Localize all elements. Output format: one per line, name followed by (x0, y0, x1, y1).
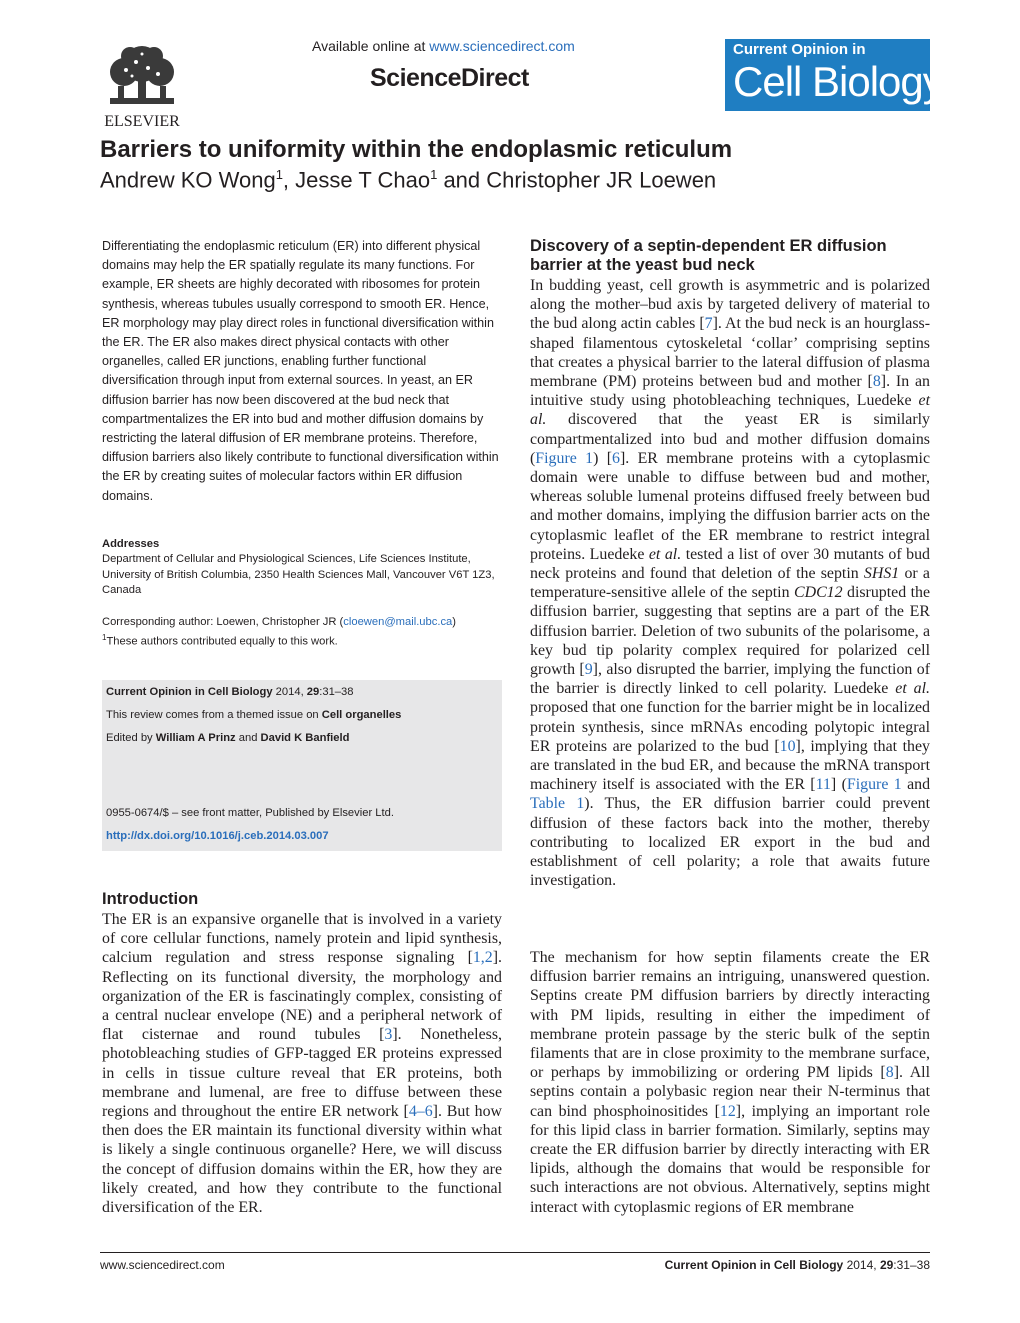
reference-link[interactable]: 9 (584, 661, 593, 679)
theme-name: Cell organelles (321, 709, 402, 721)
sciencedirect-link[interactable]: www.sciencedirect.com (429, 38, 575, 54)
correspondence (102, 614, 502, 650)
elsevier-logo (100, 42, 184, 128)
text-run: and (901, 776, 931, 794)
text-run: ]. At the bud neck is an hourglass-shaped filamentous cytoskeletal ‘collar’ comprising septins that creates a physical barrier to the lateral diffusion of plasma membrane (PM) proteins between bud and mother [ (530, 315, 930, 391)
reference-link[interactable]: 1,2 (472, 949, 493, 967)
corresponding-author (102, 614, 502, 630)
text-run: disrupted the diffusion barrier, suggesting that septins are a part of the ER diffusion barrier. Deletion of two subunits of the polarisome, a key bud tip polarity complex required for polarized cell growth [ (530, 584, 931, 679)
text-run: tested a list of over 30 mutants of bud neck proteins and found that deletion of the septin (530, 545, 930, 583)
addresses-heading: Addresses (102, 538, 160, 550)
available-prefix: Available online at (312, 38, 430, 54)
text-run: ) [ (593, 449, 613, 467)
text-run: ], implying that they are translated in the bud ER, and because the mRNA transport machinery itself is associated with the ER [ (530, 737, 930, 794)
text-run: discovered that the yeast ER is similarly compartmentalized into bud and mother diffusion domains ( (530, 411, 930, 467)
text-run: ], implying an important role for this lipid class in barrier formation. Similarly, septins may create the ER diffusion barrier by directly interacting with ER lipids, although the domains that would be responsible for such interactions are not obvious. Alternatively, septins might interact with cytoplasmic regions of ER membrane (530, 1102, 930, 1216)
text-run: ]. But how then does the ER maintain its functional diversity within what is likely a single continuous organelle? Here, we will discuss the concept of diffusion domains within the ER, how they are likely created, and how they contribute to the functional diversification of the ER. (102, 1103, 502, 1217)
reference-link[interactable]: 4–6 (408, 1103, 433, 1121)
discovery-section (530, 237, 930, 275)
text-run: The ER is an expansive organelle that is involved in a variety of core cellular functions, namely protein and lipid synthesis, calcium regulation and stress response signaling [ (102, 911, 502, 967)
elsevier-tree-icon (100, 42, 184, 128)
author-separator: and (437, 167, 487, 193)
text-run: ], also disrupted the barrier, implying the function of the barrier is directly linked to cell polarity. Luedeke (530, 661, 930, 698)
author-affiliation-mark: 1 (275, 167, 283, 182)
reference-link[interactable]: 7 (704, 315, 713, 333)
corresponding-suffix: ) (452, 616, 457, 628)
text-run: proposed that one function for the barrier might be in localized protein synthesis, since mRNAs encoding polytopic integral ER proteins are polarized to the bud [ (530, 699, 930, 755)
available-online (312, 38, 575, 54)
introduction-paragraph (102, 910, 502, 1217)
footnote-mark: 1 (102, 633, 107, 642)
corresponding-prefix: Corresponding author: Loewen, Christopher JR ( (102, 616, 344, 628)
citation-pages: :31–38 (319, 686, 354, 698)
footer-year: 2014, (843, 1258, 880, 1272)
editor-name: William A Prinz (155, 732, 236, 744)
footer-pages: :31–38 (893, 1258, 930, 1272)
reference-link[interactable]: 11 (815, 776, 831, 794)
sciencedirect-title: ScienceDirect (370, 64, 529, 92)
footer-divider (100, 1252, 930, 1253)
et-al: et al. (648, 545, 682, 563)
gene-name: CDC12 (794, 584, 843, 602)
journal-badge[interactable] (725, 39, 943, 111)
article-info-box (102, 680, 502, 851)
text-run: ]. In an intuitive study using photobleaching techniques, Luedeke (530, 373, 930, 410)
table-link[interactable]: Table 1 (530, 795, 585, 813)
article-title: Barriers to uniformity within the endoplasmic reticulum (100, 136, 733, 163)
journal-badge-line1: Current Opinion in (733, 41, 866, 58)
issn-line: 0955-0674/$ – see front matter, Published by Elsevier Ltd. (106, 807, 394, 819)
footnote-text: These authors contributed equally to this work. (106, 635, 338, 648)
reference-link[interactable]: 8 (872, 373, 881, 391)
introduction-section (102, 890, 502, 909)
discovery-paragraph-2 (530, 948, 930, 1217)
reference-link[interactable]: 10 (779, 737, 796, 755)
doi-link[interactable]: http://dx.doi.org/10.1016/j.ceb.2014.03.007 (106, 830, 329, 842)
author-separator: , (282, 167, 296, 193)
reference-link[interactable]: 3 (384, 1026, 393, 1044)
abstract: Differentiating the endoplasmic reticulum (ER) into different physical domains may help the ER spatially regulate its many functions. For example, ER sheets are highly decorated with ribosomes for protein synthesis, whereas tubules usually correspond to smooth ER. Hence, ER morphology may play direct roles in functional diversification within the ER. The ER also makes direct physical contacts with other organelles, called ER junctions, enabling further functional diversification through input from external sources. In yeast, an ER diffusion barrier has now been discovered at the bud neck that compartmentalizes the ER into bud and mother diffusion domains by restricting the lateral diffusion of ER membrane proteins. Therefore, diffusion barriers also likely contribute to functional diversification within the ER by creating suites of molecular factors within ER diffusion domains. (102, 239, 499, 503)
text-run: or a temperature-sensitive allele of the septin (530, 565, 930, 602)
edited-prefix: Edited by (106, 732, 156, 744)
citation-year: 2014, (272, 686, 307, 698)
editor-and: and (235, 732, 261, 744)
text-run: ]. Nonetheless, photobleaching studies of GFP-tagged ER proteins expressed in cells in tissue culture reveal that ER proteins, both membrane and lumenal, are free to diffuse between these regions and throughout the entire ER network [ (102, 1026, 502, 1121)
reference-link[interactable]: 6 (612, 449, 620, 467)
doi-line (106, 830, 329, 842)
footer-citation (665, 1258, 930, 1272)
introduction-heading: Introduction (102, 890, 199, 908)
footer-journal: Current Opinion in Cell Biology (664, 1258, 844, 1272)
author-list (100, 167, 716, 193)
footer-website: www.sciencedirect.com (100, 1258, 225, 1272)
theme-prefix: This review comes from a themed issue on (106, 709, 322, 721)
et-al: et al. (895, 680, 930, 698)
text-run: ] ( (830, 776, 847, 794)
text-run: ]. All septins contain a polybasic region near their N-terminus that can bind phosphoinositides [ (530, 1064, 930, 1120)
reference-link[interactable]: 8 (885, 1064, 894, 1082)
author-affiliation-mark: 1 (430, 167, 438, 182)
figure-link[interactable]: Figure 1 (535, 449, 594, 467)
citation-line (106, 686, 353, 698)
author-name: Andrew KO Wong (100, 167, 276, 193)
text-run: The mechanism for how septin filaments create the ER diffusion barrier remains an intriguing, unanswered question. Septins create PM diffusion barriers by directly interacting with PM lipids, resulting in either the impediment of membrane protein passage by the steric bulk of the septin filaments that are in close proximity to the membrane surface, or perhaps by immobilizing or ordering PM lipids [ (530, 949, 930, 1082)
footer-volume: 29 (879, 1258, 894, 1272)
author-name: Christopher JR Loewen (486, 167, 717, 193)
addresses-text: Department of Cellular and Physiological Sciences, Life Sciences Institute, University of British Columbia, 2350 Health Sciences Mall, Vancouver V6T 1Z3, Canada (102, 553, 495, 597)
editors-line (106, 732, 349, 744)
et-al: et al. (530, 392, 930, 429)
editor-name: David K Banfield (260, 732, 350, 744)
author-name: Jesse T Chao (295, 167, 431, 193)
text-run: ). Thus, the ER diffusion barrier could prevent diffusion of these factors back into the mother, thereby contributing to localized ER export in the bud and establishment of cell polarity; a role that awaits future investigation. (530, 795, 930, 890)
text-run: ]. ER membrane proteins with a cytoplasmic domain were unable to diffuse between bud and mother, whereas soluble lumenal proteins diffused freely between bud and mother domains, implying the diffusion barrier acts on the cytoplasmic leaflet of the ER membrane to restrict integral proteins. Luedeke (530, 449, 930, 563)
corresponding-email-link[interactable]: cloewen@mail.ubc.ca (343, 616, 453, 628)
elsevier-wordmark: ELSEVIER (104, 113, 180, 128)
themed-issue-line (106, 709, 401, 721)
citation-volume: 29 (306, 686, 320, 698)
equal-contribution-note (102, 630, 502, 650)
journal-badge-line2: Cell Biology (733, 58, 943, 105)
discovery-paragraph-1 (530, 276, 930, 891)
figure-link[interactable]: Figure 1 (846, 776, 902, 794)
gene-name: SHS1 (863, 565, 900, 583)
text-run: ]. Reflecting on its functional diversity, the morphology and organization of the ER is fascinatingly complex, consisting of a central nuclear envelope (NE) and a peripheral network of flat cisternae and round tubules [ (102, 949, 502, 1044)
addresses (102, 537, 502, 599)
citation-journal: Current Opinion in Cell Biology (106, 686, 273, 698)
text-run: In budding yeast, cell growth is asymmetric and is polarized along the mother–bud axis by targeted delivery of material to the bud along actin cables [ (530, 277, 930, 333)
reference-link[interactable]: 12 (719, 1102, 736, 1120)
discovery-heading: Discovery of a septin-dependent ER diffusion barrier at the yeast bud neck (530, 237, 887, 274)
